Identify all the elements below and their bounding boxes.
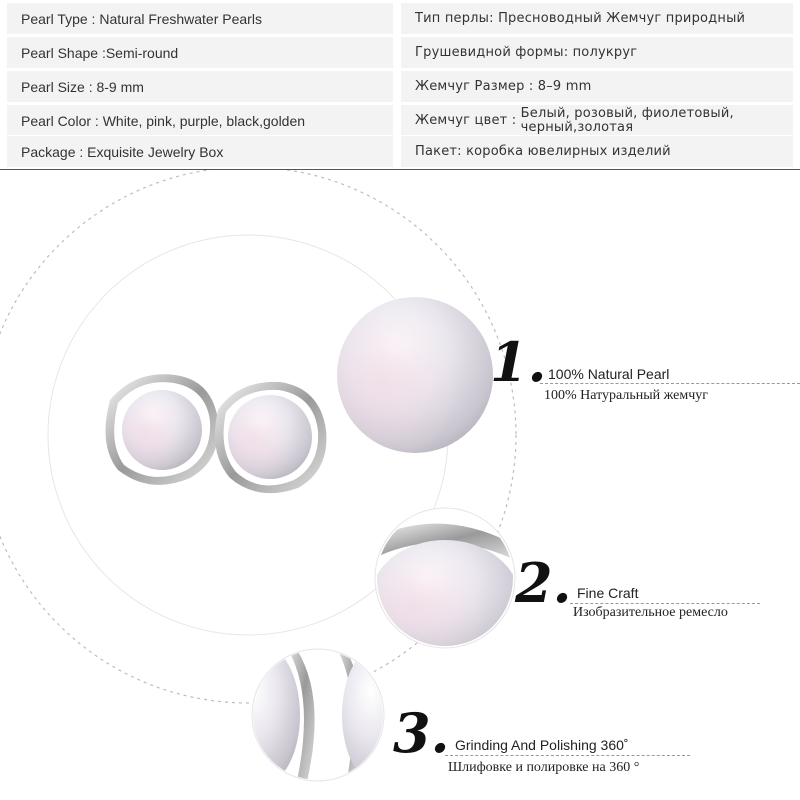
spec-row-color xyxy=(0,104,800,137)
spec-ru-value: Пресноводный Жемчуг природный xyxy=(498,11,746,26)
spec-ru-type xyxy=(400,2,794,35)
spec-en-type: Pearl Type : Natural Freshwater Pearls xyxy=(6,2,394,35)
spec-ru-key: Тип перлы: xyxy=(415,11,499,26)
spec-en-package: Package : Exquisite Jewelry Box xyxy=(6,135,394,168)
feature-3-closeup xyxy=(224,640,418,790)
spec-table xyxy=(0,0,800,168)
earring-right xyxy=(215,382,327,493)
spec-row-size xyxy=(0,70,800,103)
feature-number-3: 3. xyxy=(393,701,450,765)
spec-ru-value: полукруг xyxy=(572,45,638,60)
earring-left xyxy=(106,374,219,485)
spec-ru-value: коробка ювелирных изделий xyxy=(466,144,671,159)
spec-ru-value-line1: Белый, розовый, фиолетовый, xyxy=(520,105,734,121)
spec-en-shape: Pearl Shape :Semi-round xyxy=(6,36,394,69)
spec-row-package xyxy=(0,135,800,168)
spec-ru-shape xyxy=(400,36,794,69)
spec-ru-package xyxy=(400,135,794,168)
spec-ru-color xyxy=(400,104,794,137)
feature-number-2: 2. xyxy=(515,551,572,615)
feature-3-label-en: Grinding And Polishing 360˚ xyxy=(455,737,629,753)
spec-ru-key: Жемчуг Размер : xyxy=(415,79,538,94)
spec-ru-value: 8–9 mm xyxy=(537,79,592,94)
feature-2-closeup xyxy=(370,508,520,660)
feature-3-underline xyxy=(445,755,690,756)
feature-3-label-ru: Шлифовке и полировке на 360 ° xyxy=(448,760,640,775)
feature-number-1: 1. xyxy=(490,330,547,394)
feature-1-underline xyxy=(540,383,800,384)
feature-2-label-en: Fine Craft xyxy=(577,585,639,601)
feature-2-label-ru: Изобразительное ремесло xyxy=(573,605,728,620)
spec-row-shape xyxy=(0,36,800,69)
spec-en-size: Pearl Size : 8-9 mm xyxy=(6,70,394,103)
spec-ru-key: Жемчуг цвет : xyxy=(415,113,521,128)
spec-ru-value-line2: черный,золотая xyxy=(520,119,634,135)
spec-ru-key: Пакет: xyxy=(415,144,467,159)
feature-1-pearl xyxy=(337,297,493,453)
spec-ru-size xyxy=(400,70,794,103)
spec-ru-key: Грушевидной формы: xyxy=(415,45,573,60)
spec-ru-value xyxy=(521,107,734,135)
feature-2-underline xyxy=(570,603,760,604)
spec-en-color: Pearl Color : White, pink, purple, black,golden xyxy=(6,104,394,137)
spec-row-type xyxy=(0,2,800,35)
feature-1-label-en: 100% Natural Pearl xyxy=(548,366,670,382)
feature-1-label-ru: 100% Натуральный жемчуг xyxy=(544,388,709,403)
